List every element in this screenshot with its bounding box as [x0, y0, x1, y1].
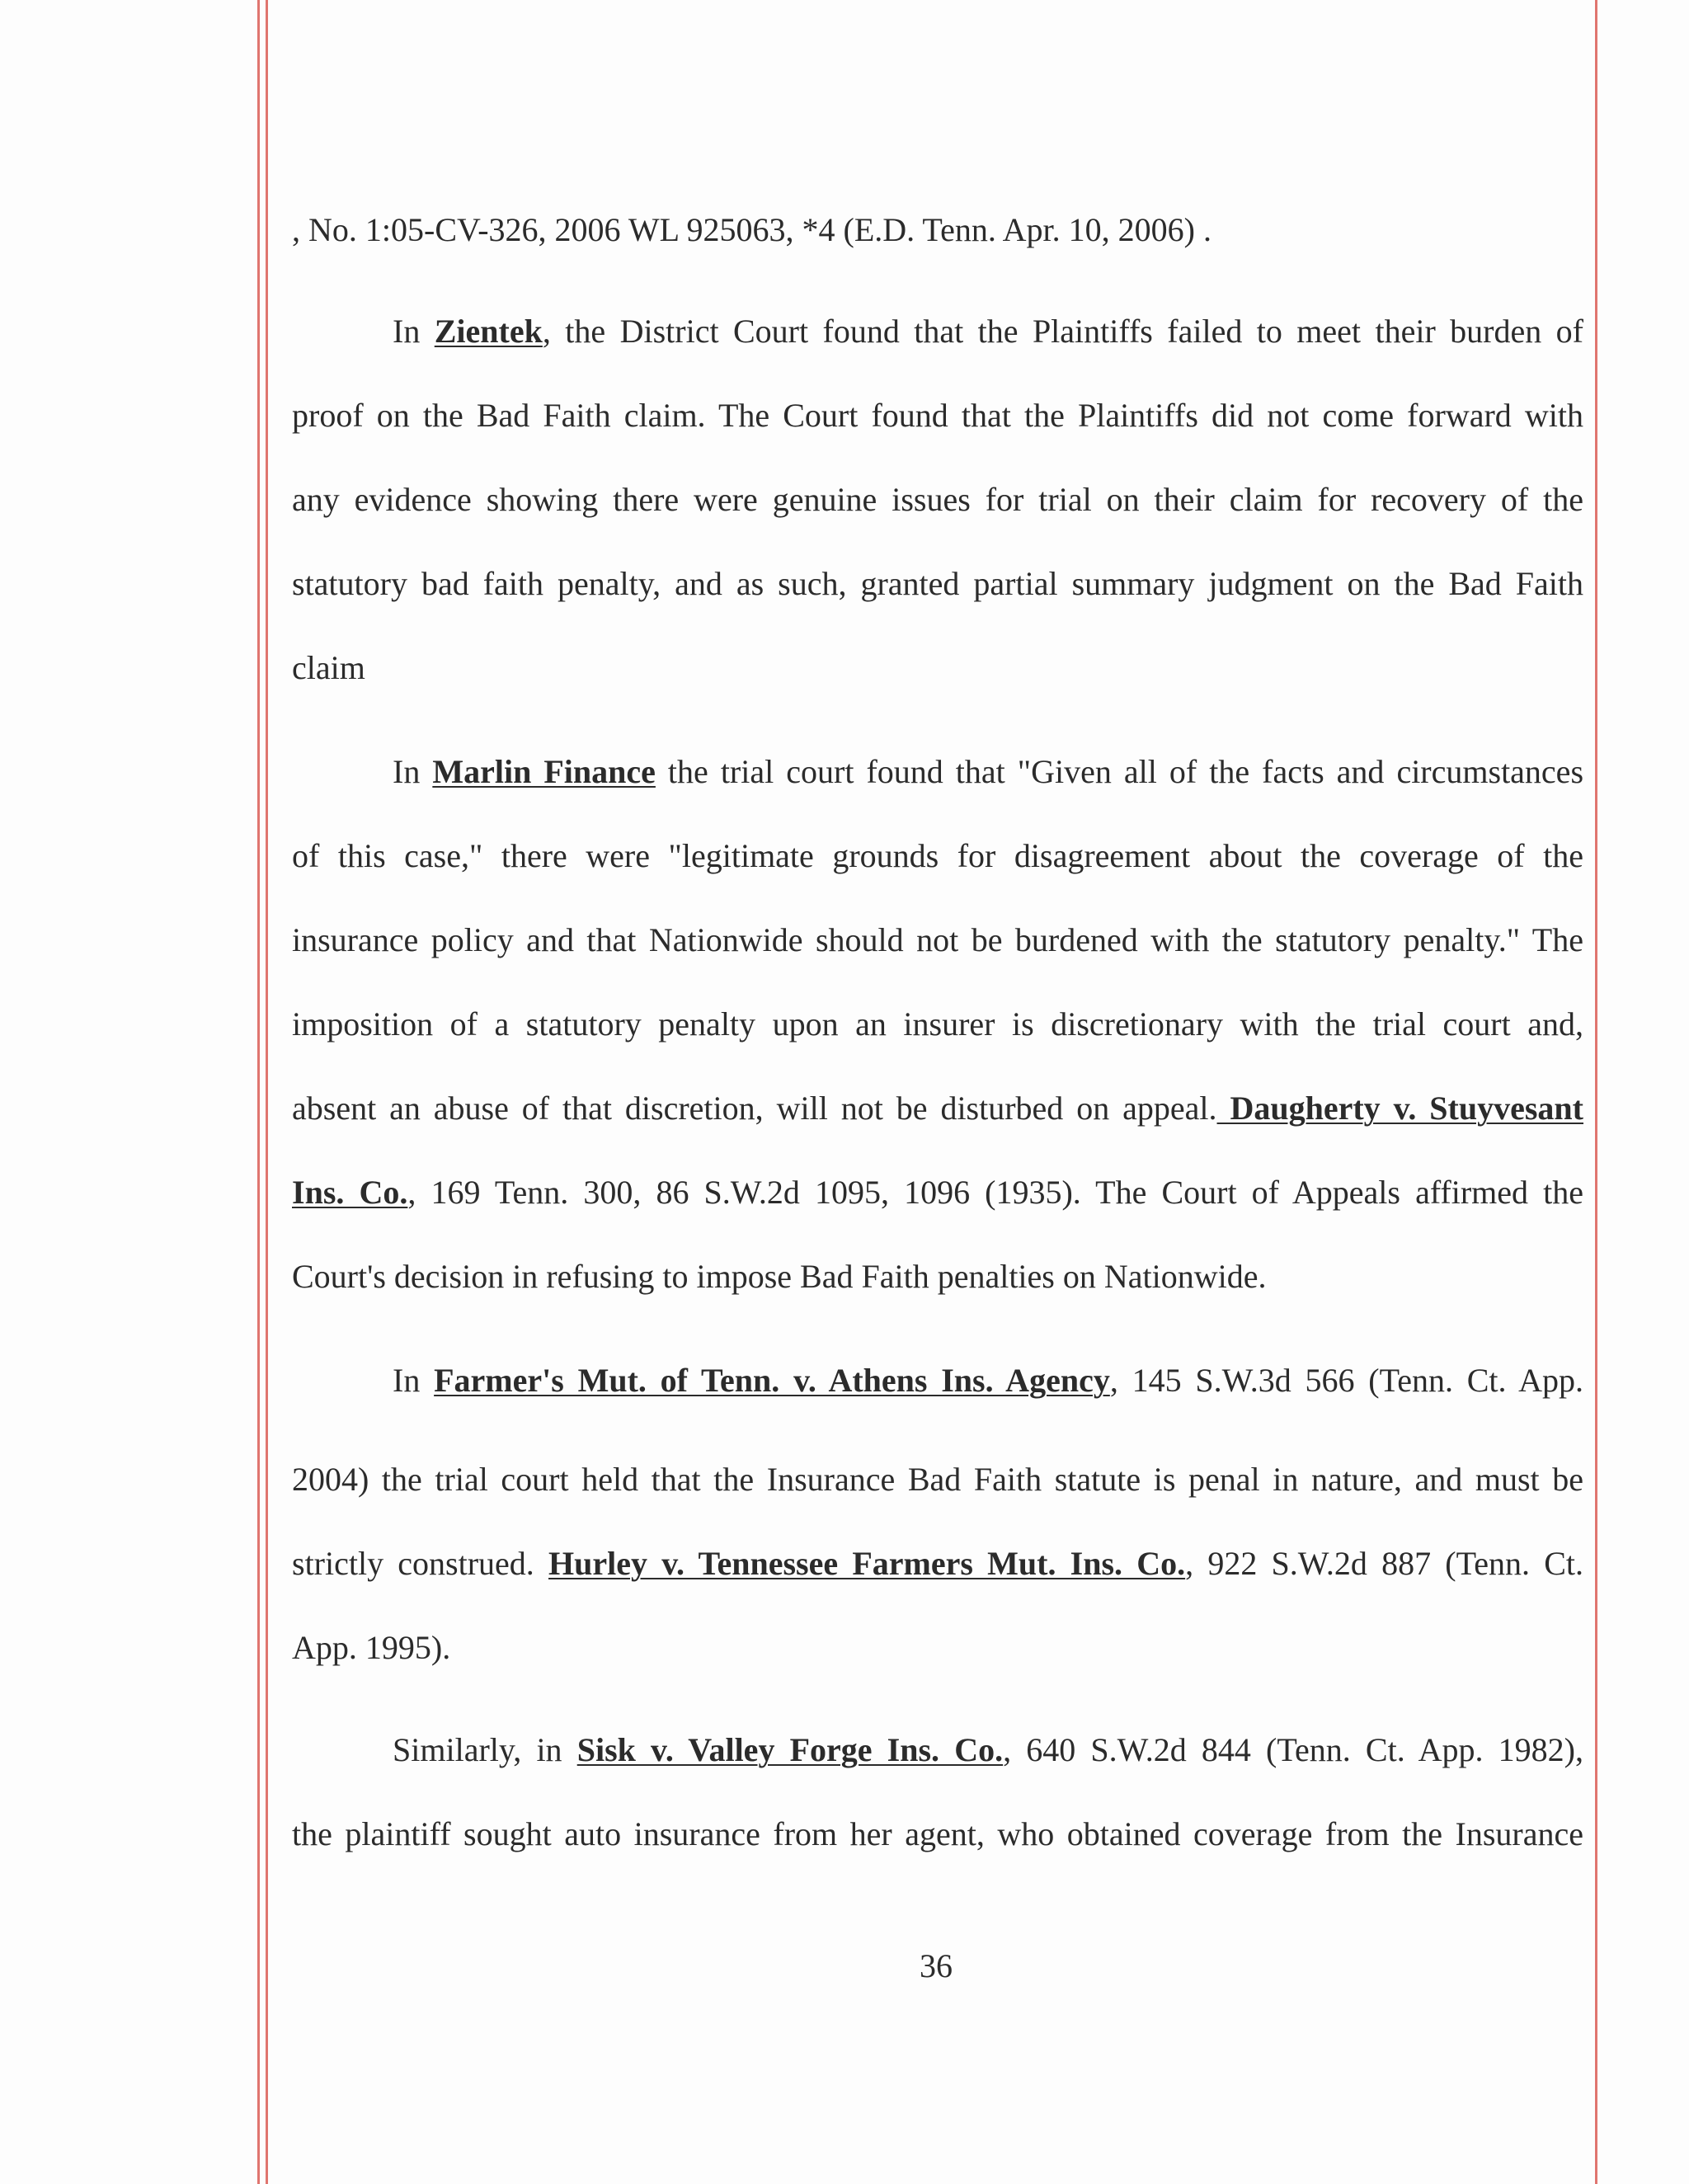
paragraph-marlin-line-6 [292, 1173, 1583, 1212]
text-run: insurance policy and that Nationwide should not be burdened with the statutory penalty." The [292, 921, 1583, 958]
text-run: In [393, 753, 433, 790]
case-citation-zientek: Zientek [434, 313, 543, 350]
margin-rule-left-outer [257, 0, 260, 2184]
page-number: 36 [920, 1947, 953, 1984]
text-run: , 145 S.W.3d 566 (Tenn. Ct. App. [1109, 1362, 1583, 1399]
paragraph-zientek-line-4 [292, 564, 1583, 604]
text-run: , the District Court found that the Plaintiffs failed to meet their burden of [542, 313, 1583, 350]
text-run: In [393, 313, 435, 350]
text-run: Similarly, in [393, 1731, 577, 1768]
text-run: imposition of a statutory penalty upon an insurer is discretionary with the trial court and, [292, 1005, 1583, 1043]
paragraph-marlin-line-7 [292, 1257, 1583, 1297]
text-run: statutory bad faith penalty, and as such, granted partial summary judgment on the Bad Faith [292, 565, 1583, 602]
text-run: of this case," there were "legitimate grounds for disagreement about the coverage of the [292, 837, 1583, 874]
paragraph-marlin-line-5 [292, 1089, 1583, 1128]
paragraph-sisk-line-1 [393, 1730, 1583, 1770]
text-run: absent an abuse of that discretion, will not be disturbed on appeal. [292, 1090, 1217, 1127]
case-citation-sisk: Sisk v. Valley Forge Ins. Co. [576, 1731, 1004, 1768]
text-run: , 169 Tenn. 300, 86 S.W.2d 1095, 1096 (1935). The Court of Appeals affirmed the [407, 1174, 1584, 1211]
case-citation-daugherty-cont: Ins. Co. [292, 1174, 408, 1211]
text-run: 2004) the trial court held that the Insurance Bad Faith statute is penal in nature, and must be [292, 1461, 1583, 1498]
paragraph-farmers-line-2 [292, 1460, 1583, 1499]
margin-rule-right [1595, 0, 1597, 2184]
text-run: strictly construed. [292, 1545, 549, 1582]
paragraph-farmers-line-4 [292, 1628, 1583, 1668]
text-run: proof on the Bad Faith claim. The Court found that the Plaintiffs did not come forward with [292, 397, 1583, 434]
citation-fragment-text: , No. 1:05-CV-326, 2006 WL 925063, *4 (E.D. Tenn. Apr. 10, 2006) . [292, 211, 1211, 248]
text-run: the trial court found that "Given all of the facts and circumstances [655, 753, 1584, 790]
text-run: claim [292, 649, 365, 686]
paragraph-sisk-line-2 [292, 1815, 1583, 1854]
paragraph-marlin-line-2 [292, 836, 1583, 876]
text-run: In [393, 1362, 435, 1399]
paragraph-zientek-line-1 [393, 312, 1583, 351]
paragraph-farmers-line-3 [292, 1544, 1583, 1584]
citation-fragment [292, 210, 1583, 250]
paragraph-zientek-line-5 [292, 648, 1583, 688]
text-run: , 922 S.W.2d 887 (Tenn. Ct. [1185, 1545, 1583, 1582]
case-citation-daugherty: Daugherty v. Stuyvesant [1216, 1090, 1583, 1127]
paragraph-marlin-line-3 [292, 920, 1583, 960]
text-run: Court's decision in refusing to impose Bad Faith penalties on Nationwide. [292, 1258, 1267, 1295]
text-run: App. 1995). [292, 1629, 451, 1666]
paragraph-marlin-line-4 [292, 1005, 1583, 1044]
text-run: , 640 S.W.2d 844 (Tenn. Ct. App. 1982), [1003, 1731, 1583, 1768]
case-citation-hurley: Hurley v. Tennessee Farmers Mut. Ins. Co. [548, 1545, 1186, 1582]
paragraph-zientek-line-2 [292, 396, 1583, 435]
paragraph-marlin-line-1 [393, 752, 1583, 792]
paragraph-farmers-line-1 [393, 1361, 1583, 1400]
text-run: the plaintiff sought auto insurance from her agent, who obtained coverage from the Insurance [292, 1815, 1583, 1852]
case-citation-marlin-finance: Marlin Finance [432, 753, 656, 790]
case-citation-farmers-mut: Farmer's Mut. of Tenn. v. Athens Ins. Agency [434, 1362, 1110, 1399]
text-run: any evidence showing there were genuine issues for trial on their claim for recovery of the [292, 481, 1583, 518]
margin-rule-left-inner [266, 0, 268, 2184]
paragraph-zientek-line-3 [292, 480, 1583, 520]
